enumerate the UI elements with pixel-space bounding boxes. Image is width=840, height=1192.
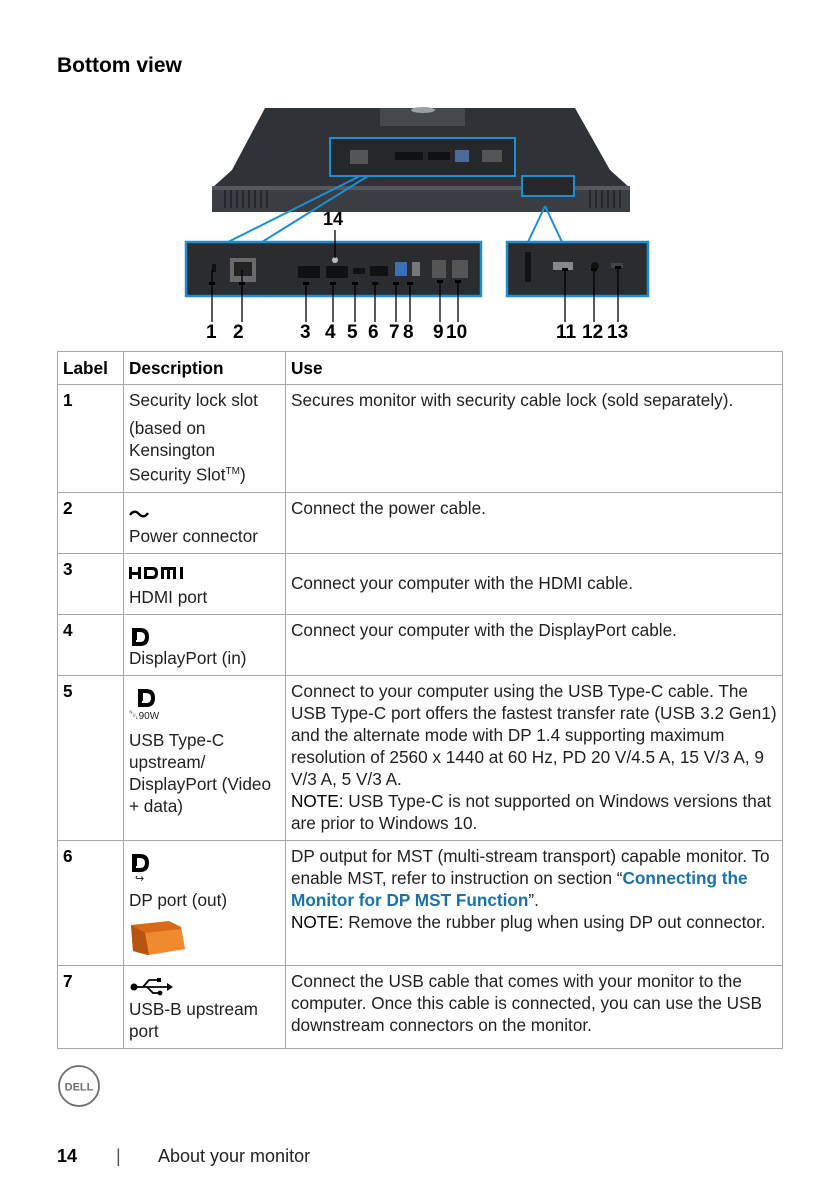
connector-table bbox=[57, 351, 783, 1049]
table-row bbox=[58, 385, 783, 493]
displayport-icon bbox=[135, 686, 157, 708]
rubber-plug-image bbox=[129, 919, 187, 959]
description-text: Power connector bbox=[129, 525, 258, 546]
displayport-icon bbox=[129, 625, 151, 647]
col-header-use: Use bbox=[286, 352, 783, 385]
footer-separator: | bbox=[116, 1146, 121, 1166]
row-label: 3 bbox=[58, 553, 124, 614]
row-description bbox=[124, 492, 286, 553]
row-description bbox=[124, 385, 286, 493]
page-heading: Bottom view bbox=[57, 54, 182, 77]
note-text: Remove the rubber plug when using DP out connector. bbox=[343, 911, 766, 932]
table-row bbox=[58, 553, 783, 614]
note-text: USB Type-C is not supported on Windows versions that are prior to Windows 10. bbox=[291, 790, 772, 833]
figure-label: 6 bbox=[368, 322, 379, 343]
description-text: USB Type-C upstream/ DisplayPort (Video + data) bbox=[129, 729, 272, 816]
row-use: Connect the power cable. bbox=[286, 492, 783, 553]
power-delivery-icon: ␀ bbox=[129, 707, 139, 722]
row-use bbox=[286, 675, 783, 840]
figure-label: 3 bbox=[300, 322, 311, 343]
ac-power-icon bbox=[129, 503, 149, 525]
note-label: NOTE: bbox=[291, 911, 344, 932]
output-arrow-icon: ↪ bbox=[135, 872, 145, 885]
page-number: 14 bbox=[57, 1146, 78, 1166]
figure-label: 2 bbox=[233, 322, 244, 343]
row-label: 2 bbox=[58, 492, 124, 553]
footer-section-title: About your monitor bbox=[158, 1146, 311, 1166]
description-subtext bbox=[129, 417, 280, 486]
usb-icon bbox=[129, 976, 173, 998]
description-text: DP port (out) bbox=[129, 889, 228, 910]
description-text: DisplayPort (in) bbox=[129, 647, 247, 668]
displayport-out-icon bbox=[129, 851, 151, 873]
section-link[interactable]: Connecting the Monitor for DP MST Function bbox=[291, 867, 748, 910]
trademark-mark: TM bbox=[225, 466, 240, 477]
row-description bbox=[124, 614, 286, 675]
figure-label: 10 bbox=[446, 322, 468, 343]
figure-label: 9 bbox=[433, 322, 444, 343]
note-label: NOTE: bbox=[291, 790, 344, 811]
table-row bbox=[58, 840, 783, 965]
row-description bbox=[124, 553, 286, 614]
description-text: USB-B upstream port bbox=[129, 998, 258, 1041]
table-header-row bbox=[58, 352, 783, 385]
description-text: Security lock slot bbox=[129, 390, 258, 410]
use-text: Connect to your computer using the USB Type-C cable. The USB Type-C port offers the fastest transfer rate (USB 3.2 Gen1) and the alternate mode with DP 1.4 supporting maximum resolution of 2560 x 1440 at 60 Hz, PD 20 V/4.5 A, 15 V/3 A, 9 V/3 A, 5 V/3 A. bbox=[291, 680, 777, 789]
col-header-description: Description bbox=[124, 352, 286, 385]
row-label: 4 bbox=[58, 614, 124, 675]
row-label: 7 bbox=[58, 965, 124, 1048]
power-delivery-watt: 90W bbox=[138, 710, 160, 722]
description-subtext-end: ) bbox=[239, 464, 246, 485]
use-text-end: ”. bbox=[528, 889, 539, 910]
col-header-label: Label bbox=[58, 352, 124, 385]
figure-label: 11 bbox=[556, 322, 577, 343]
table-row bbox=[58, 965, 783, 1048]
row-label: 1 bbox=[58, 385, 124, 493]
figure-label: 7 bbox=[389, 322, 400, 343]
power-delivery-badge bbox=[129, 709, 280, 723]
figure-label: 8 bbox=[403, 322, 414, 343]
monitor-bottom-view-figure bbox=[0, 100, 840, 350]
dell-logo bbox=[57, 1064, 101, 1108]
row-use: Connect your computer with the HDMI cable. bbox=[286, 553, 783, 614]
row-description bbox=[124, 675, 286, 840]
hdmi-logo-icon bbox=[129, 564, 191, 586]
row-use bbox=[286, 840, 783, 965]
row-use: Connect the USB cable that comes with your monitor to the computer. Once this cable is connected, you can use the USB downstream connectors on the monitor. bbox=[286, 965, 783, 1048]
figure-label: 13 bbox=[607, 322, 629, 343]
description-text: HDMI port bbox=[129, 586, 208, 607]
row-use: Connect your computer with the DisplayPort cable. bbox=[286, 614, 783, 675]
description-subtext-main: (based on Kensington Security Slot bbox=[129, 418, 226, 485]
row-description bbox=[124, 840, 286, 965]
table-row bbox=[58, 492, 783, 553]
figure-label: 4 bbox=[325, 322, 336, 343]
table-row bbox=[58, 675, 783, 840]
figure-label: 1 bbox=[206, 322, 217, 343]
row-label: 5 bbox=[58, 675, 124, 840]
table-row bbox=[58, 614, 783, 675]
callout-label: 14 bbox=[323, 209, 344, 229]
row-use: Secures monitor with security cable lock (sold separately). bbox=[286, 385, 783, 493]
use-text: DP output for MST (multi-stream transport) capable monitor. To enable MST, refer to instruction on section “ bbox=[291, 845, 770, 888]
row-description bbox=[124, 965, 286, 1048]
dell-logo-text: DELL bbox=[64, 1081, 94, 1094]
figure-label: 12 bbox=[582, 322, 604, 343]
row-label: 6 bbox=[58, 840, 124, 965]
figure-label: 5 bbox=[347, 322, 358, 343]
